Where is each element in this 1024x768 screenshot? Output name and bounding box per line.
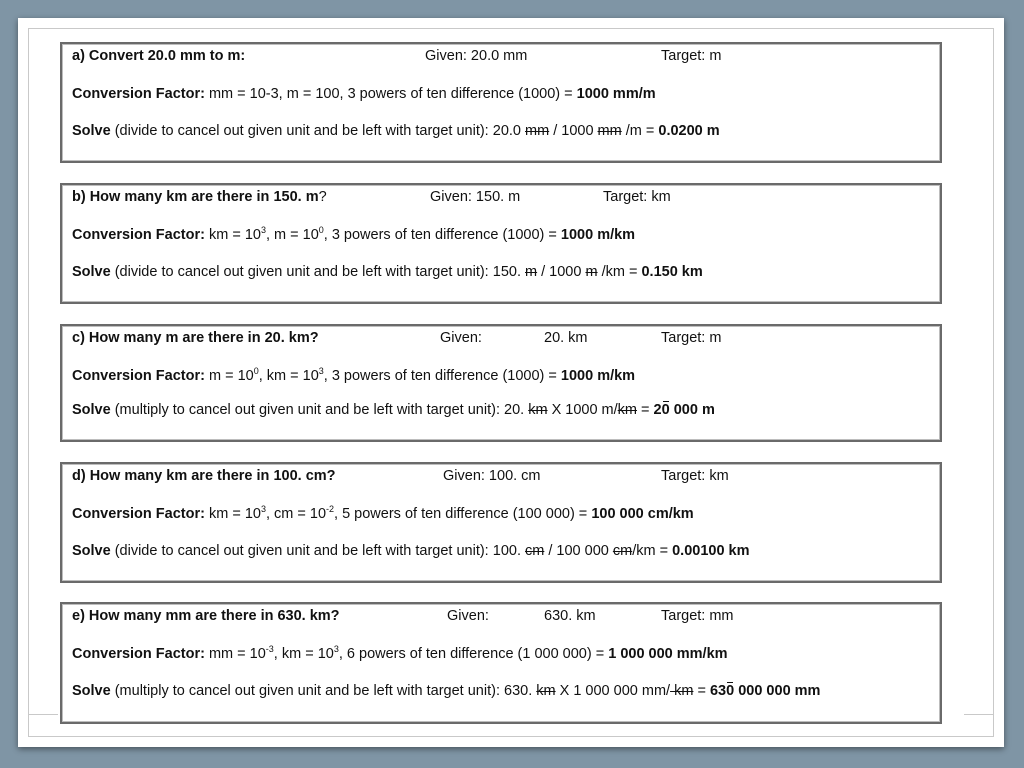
question-text: c) How many m are there in 20. km? [72,330,319,346]
exponent: 3 [333,644,339,654]
target-text: Target: m [661,48,722,64]
conversion-factor-line [72,368,635,384]
given-text: Given: 20.0 mm [425,48,528,64]
conversion-factor-label: Conversion Factor: [72,227,205,243]
cf-text: , 5 powers of ten difference (100 000) = [334,506,592,522]
exponent: -3 [265,644,274,654]
given-label: Given: [447,608,489,624]
question-text: d) How many km are there in 100. cm? [72,468,336,484]
given-text: Given: 150. m [430,189,521,205]
cancelled-unit: km [670,683,694,699]
solve-label: Solve [72,264,111,280]
solve-divisor: / 1000 [537,264,586,280]
solve-line [72,543,750,559]
solve-value: 20.0 [492,123,525,139]
cf-result: 1000 mm/m [576,86,656,102]
cf-result: 1 000 000 mm/km [608,646,728,662]
solve-instruction: (multiply to cancel out given unit and be left with target unit): [110,402,505,418]
result-digit: 2 [653,402,662,418]
exponent: -2 [326,504,335,514]
solve-result [654,402,715,418]
solve-multiplier: X 1 000 000 mm/ [555,683,671,699]
cf-text: , km = 10 [273,646,334,662]
cancelled-unit: km [536,683,556,699]
solve-label: Solve [72,123,111,139]
solve-result: 0.00100 km [672,543,750,559]
cf-result: 100 000 cm/km [591,506,694,522]
cf-text: , m = 10 [265,227,319,243]
conversion-factor-label: Conversion Factor: [72,506,205,522]
conversion-factor-line [72,506,694,522]
conversion-factor-label: Conversion Factor: [72,646,205,662]
target-text: Target: km [661,468,729,484]
result-rest: 000 m [669,402,715,418]
solve-line [72,264,703,280]
result-digit: 3 [718,683,727,699]
solve-divisor: / 1000 [549,123,598,139]
problem-box-a [60,42,942,163]
solve-multiplier: X 1000 m/ [547,402,618,418]
question-mark: ? [318,189,327,205]
cf-text: km = 10 [208,506,261,522]
exponent: 3 [260,225,266,235]
cancelled-unit: mm [597,123,622,139]
solve-divisor: / 100 000 [544,543,613,559]
question-text: e) How many mm are there in 630. km? [72,608,340,624]
solve-result [710,683,821,699]
cancelled-unit: km [617,402,638,418]
exponent: 3 [260,504,266,514]
given-text: Given: 100. cm [443,468,541,484]
solve-label: Solve [72,402,111,418]
solve-unit: /km = [632,543,673,559]
cf-text: km = 10 [208,227,261,243]
solve-instruction: (divide to cancel out given unit and be left with target unit): [110,123,493,139]
problem-box-b [60,183,942,304]
exponent: 0 [318,225,324,235]
cf-text: , km = 10 [258,368,319,384]
solve-value: 630. [504,683,537,699]
exponent: 3 [318,366,324,376]
exponent: 0 [253,366,259,376]
solve-unit: /km = [597,264,642,280]
given-value: 630. km [544,608,596,624]
cancelled-unit: km [528,402,548,418]
problem-header [72,48,245,64]
solve-value: 100. [492,543,525,559]
given-value: 20. km [544,330,588,346]
solve-equals: = [637,402,654,418]
cf-text: , 3 powers of ten difference (1000) = [323,368,561,384]
problem-header [72,189,327,205]
solve-line [72,123,720,139]
question-text: a) Convert 20.0 mm to m: [72,48,246,64]
solve-line [72,683,820,699]
target-text: Target: m [661,330,722,346]
footer-rule-left [28,714,58,715]
solve-instruction: (divide to cancel out given unit and be left with target unit): [110,264,493,280]
conversion-factor-line [72,86,656,102]
solve-unit: /m = [621,123,659,139]
cancelled-unit: cm [525,543,545,559]
cancelled-unit: cm [612,543,633,559]
solve-label: Solve [72,683,111,699]
problem-box-d [60,462,942,583]
problem-header [72,608,340,624]
cf-result: 1000 m/km [560,227,636,243]
question-text: b) How many km are there in 150. m [72,189,319,205]
cancelled-unit: m [525,264,538,280]
conversion-factor-line [72,227,635,243]
cancelled-unit: mm [525,123,550,139]
conversion-factor-label: Conversion Factor: [72,86,205,102]
target-text: Target: km [603,189,671,205]
problem-header [72,468,336,484]
cf-result: 1000 m/km [560,368,636,384]
conversion-factor-line [72,646,728,662]
cf-text: , cm = 10 [265,506,327,522]
solve-value: 20. [504,402,529,418]
problem-box-e [60,602,942,724]
solve-instruction: (multiply to cancel out given unit and be left with target unit): [110,683,505,699]
cf-text: , 3 powers of ten difference (1000) = [323,227,561,243]
target-text: Target: mm [661,608,734,624]
problem-box-c [60,324,942,442]
cf-text: , 6 powers of ten difference (1 000 000) = [338,646,609,662]
solve-line [72,402,715,418]
result-rest: 000 000 mm [734,683,821,699]
solve-equals: = [693,683,710,699]
solve-label: Solve [72,543,111,559]
cf-text: mm = 10 [208,646,266,662]
solve-result: 0.150 km [641,264,703,280]
significant-zero: 0 [661,402,670,418]
problem-header [72,330,319,346]
given-label: Given: [440,330,482,346]
solve-result: 0.0200 m [658,123,720,139]
solve-instruction: (divide to cancel out given unit and be left with target unit): [110,543,493,559]
solve-value: 150. [492,264,525,280]
significant-zero: 0 [726,683,735,699]
cancelled-unit: m [585,264,598,280]
cf-text: m = 10 [208,368,254,384]
conversion-factor-label: Conversion Factor: [72,368,205,384]
cf-text: mm = 10-3, m = 100, 3 powers of ten difference (1000) = [208,86,577,102]
result-digit: 6 [709,683,719,699]
footer-rule-right [964,714,994,715]
